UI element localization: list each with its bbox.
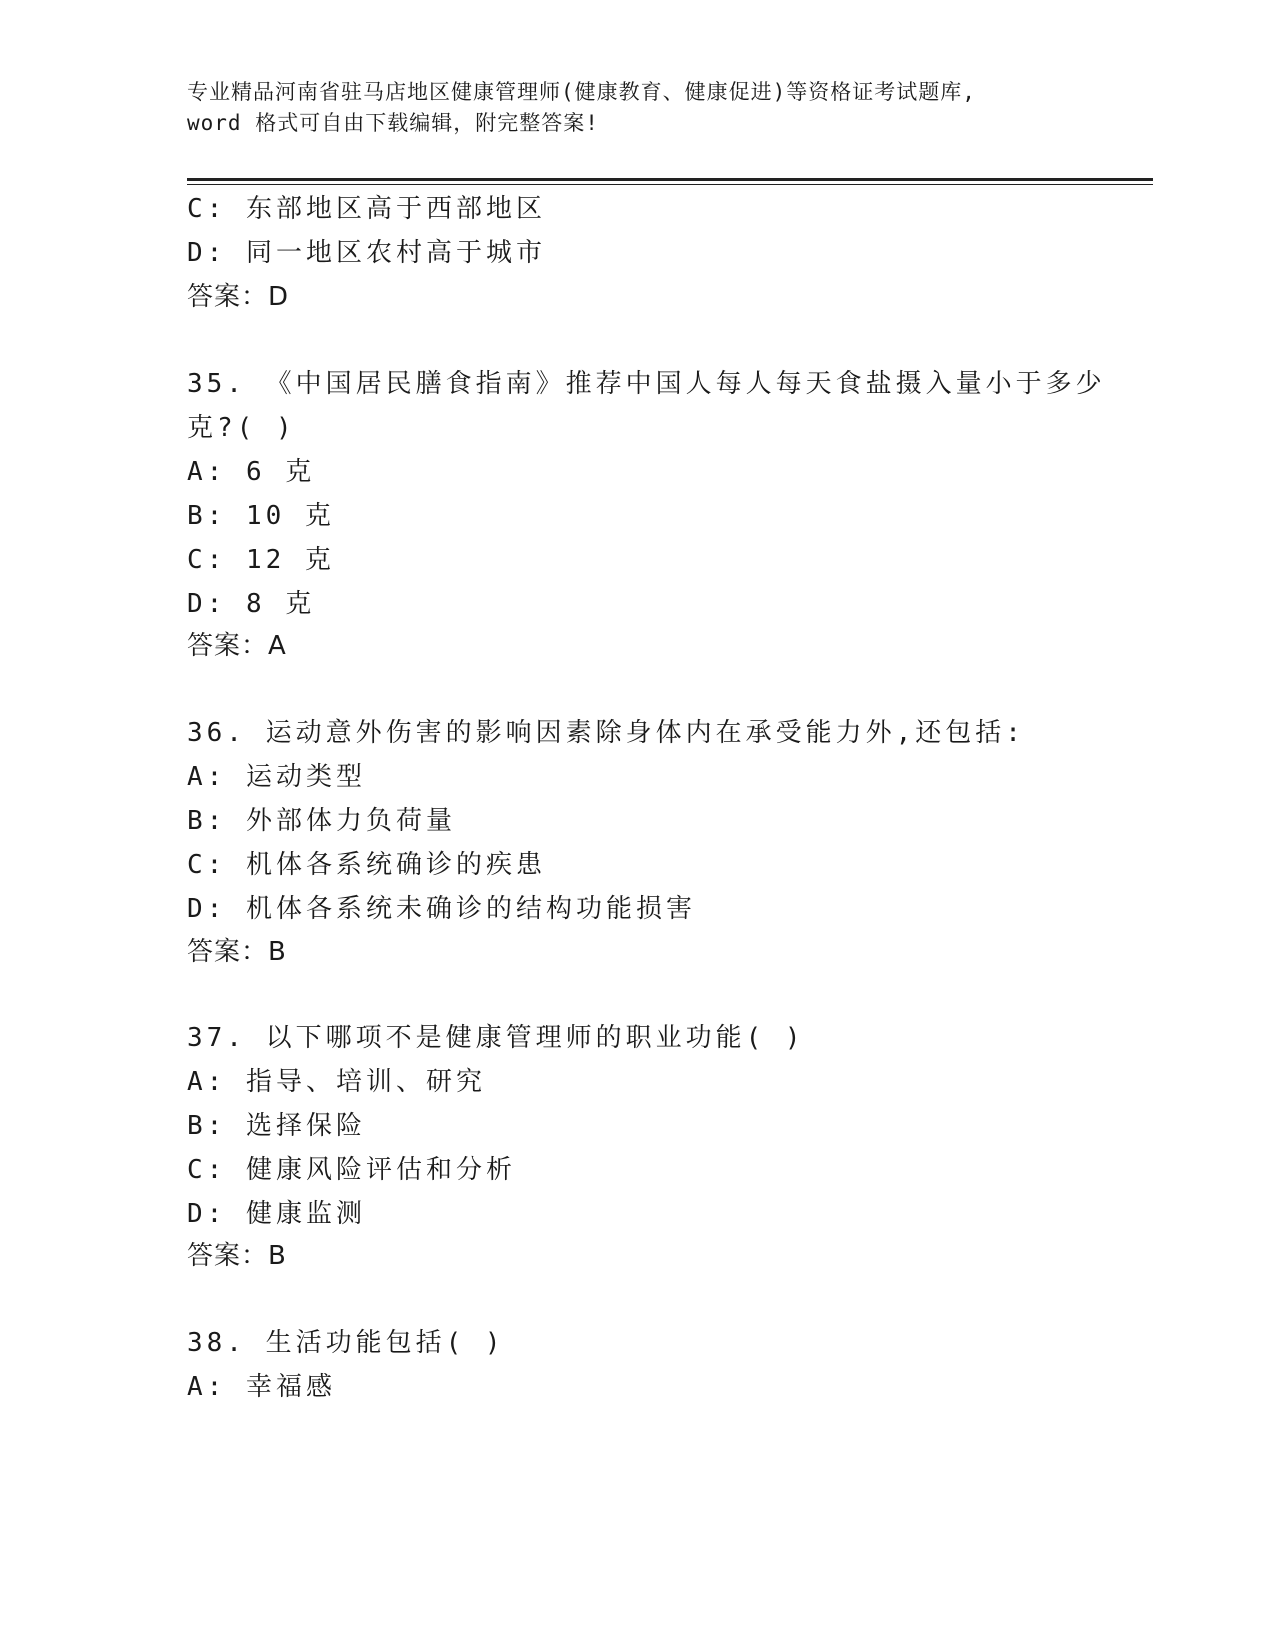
option-d: D: 8 克 — [187, 589, 316, 619]
option-b: B: 选择保险 — [187, 1111, 366, 1141]
option-a: A: 指导、培训、研究 — [187, 1067, 486, 1097]
option-c: C: 健康风险评估和分析 — [187, 1155, 516, 1185]
option-b: B: 10 克 — [187, 501, 335, 531]
question-stem: 37. 以下哪项不是健康管理师的职业功能( ) — [187, 1023, 805, 1053]
question-stem: 36. 运动意外伤害的影响因素除身体内在承受能力外,还包括: — [187, 718, 1025, 748]
question-stem-cont: 克?( ) — [187, 413, 296, 443]
option-c: C: 东部地区高于西部地区 — [187, 194, 546, 224]
answer: 答案：B — [187, 937, 287, 967]
option-d: D: 机体各系统未确诊的结构功能损害 — [187, 894, 696, 924]
option-a: A: 6 克 — [187, 457, 316, 487]
header-divider — [187, 178, 1153, 181]
question-stem: 38. 生活功能包括( ) — [187, 1328, 505, 1358]
answer: 答案：A — [187, 631, 287, 661]
option-a: A: 运动类型 — [187, 762, 366, 792]
header-title-line1: 专业精品河南省驻马店地区健康管理师(健康教育、健康促进)等资格证考试题库, — [187, 80, 976, 104]
option-c: C: 机体各系统确诊的疾患 — [187, 850, 546, 880]
option-d: D: 同一地区农村高于城市 — [187, 238, 546, 268]
answer: 答案：B — [187, 1241, 287, 1271]
option-b: B: 外部体力负荷量 — [187, 806, 456, 836]
option-c: C: 12 克 — [187, 545, 335, 575]
answer: 答案：D — [187, 282, 290, 312]
question-stem: 35. 《中国居民膳食指南》推荐中国人每人每天食盐摄入量小于多少 — [187, 369, 1106, 399]
option-a: A: 幸福感 — [187, 1372, 336, 1402]
header-divider-thin — [187, 184, 1153, 185]
option-d: D: 健康监测 — [187, 1199, 366, 1229]
header-title-line2: word 格式可自由下载编辑，附完整答案! — [187, 111, 599, 135]
